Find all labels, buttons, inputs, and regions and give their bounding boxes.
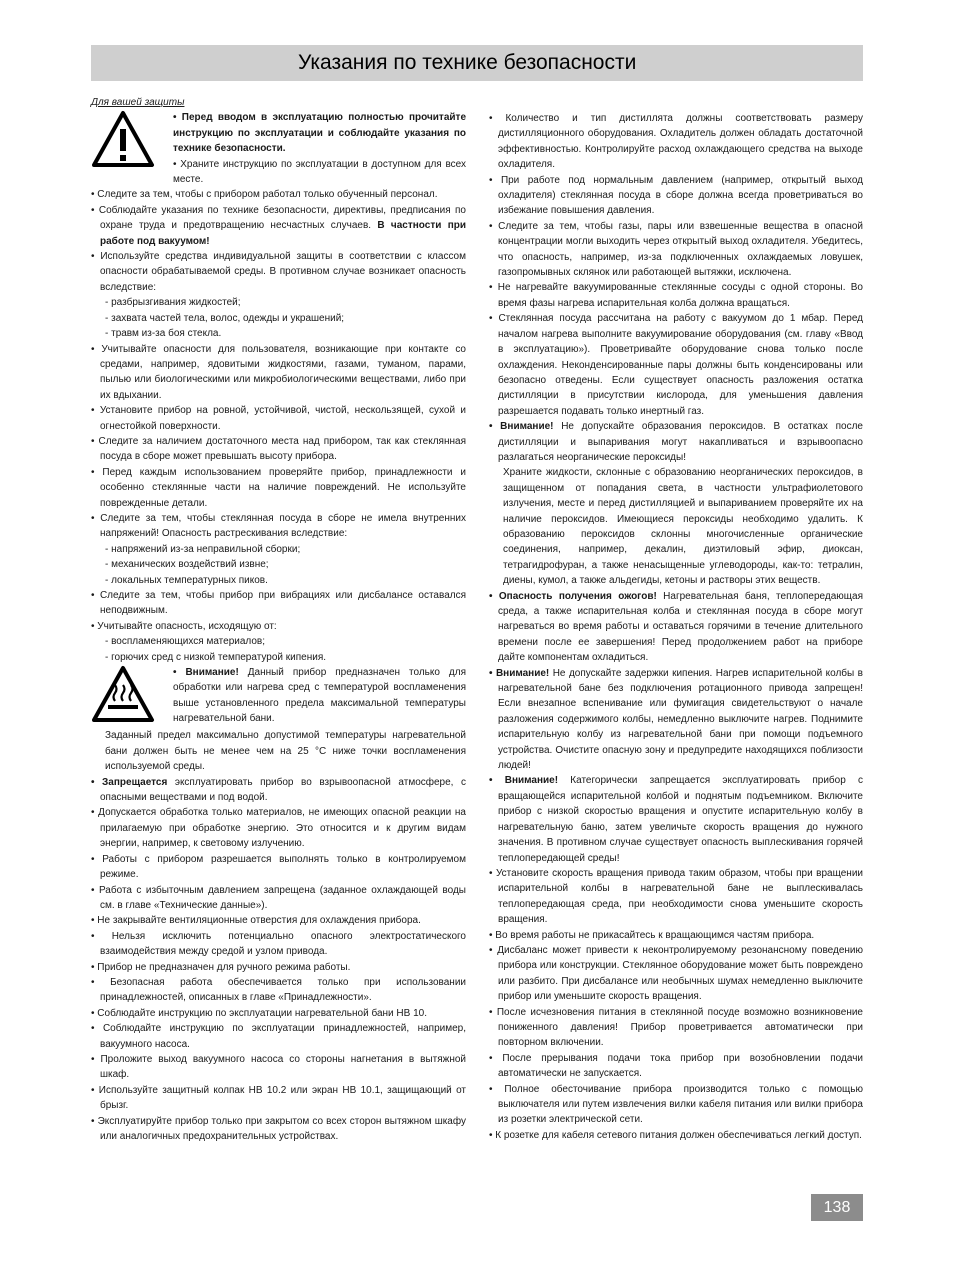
peroxide-details: Храните жидкости, склонные с образованию неорганических пероксидов, в защищенном от попадания света, в частности ультрафиолетового излучения, месте и перед дистилляцией и выпариванием проверяйте их на наличие пероксидов. Имеющиеся пероксиды необходимо удалить. К образованию пероксидов склонны многочисленные органические соединения, например, декалин, диэтиловый эфир, диоксан, тетрагидрофуран, а также ненасыщенные углеводороды, как-то: тетралин, диены, кумол, а также альдегиды, кетоны и растворы этих веществ. <box>503 467 863 587</box>
list-item: • При работе под нормальным давлением (например, открытый выход охладителя) стеклянная посуда в сборе должна всегда проветриваться во избежание повышения давления. <box>489 174 863 217</box>
list-item: • Учитывайте опасности для пользователя, возникающие при контакте со средами, например, ядовитыми жидкостями, газами, туманом, парами, пылью или биологическими или микробиологическими веществами, либо при их вдыхании. <box>91 343 466 401</box>
list-item: • Внимание! Не допускайте задержки кипения. Нагрев испарительной колбы в нагревательной бане без подключения ротационного привода запрещен! Если внезапное вспенивание или фумигация свидетельствуют о начале разложения содержимого колбы, немедленно выключите нагрев. Поднимите испарительную колбу из нагревательной бани при помощи подъемного устройства. Очистите опасную зону и предупредите находящихся поблизости людей! <box>489 667 863 772</box>
list-item: • Прибор не предназначен для ручного режима работы. <box>91 961 351 973</box>
sub-item: - воспламеняющихся материалов; <box>105 636 266 648</box>
list-item: • Не закрывайте вентиляционные отверстия для охлаждения прибора. <box>91 915 421 927</box>
title-bar <box>91 45 863 81</box>
list-item: • Опасность получения ожогов! Нагревательная баня, теплопередающая среда, а также испарительная колба и стеклянная посуда в сборе могут нагреваться во время работы и оставаться горячими в течение длительного времени после ее завершения! Перед продолжением работ на приборе дайте компонентам охладиться. <box>489 590 863 664</box>
list-item: • Используйте средства индивидуальной защиты в соответствии с классом опасности обрабатываемой среды. В противном случае возникает опасность вследствие: <box>91 251 466 293</box>
list-item: • Работа с избыточным давлением запрещена (заданное охлаждающей воды см. в главе «Технические данные»). <box>91 884 466 911</box>
left-column <box>91 95 466 1144</box>
list-item: • Установите скорость вращения привода таким образом, чтобы при вращении испарительной колбы в нагревательной бане не выплескивалась теплопередающая среда, при необходимости снова уменьшите скорость вращения. <box>489 867 863 926</box>
list-item: • Соблюдайте указания по технике безопасности, директивы, предписания по охране труда и предотвращению несчастных случаев. В частности при работе под вакуумом! <box>91 204 466 247</box>
list-item: • Перед каждым использованием проверяйте прибор, принадлежности и особенно стеклянные части на наличие повреждений. Не используйте поврежденные детали. <box>91 466 466 509</box>
sub-item: - механических воздействий извне; <box>105 559 269 571</box>
list-item: • Полное обесточивание прибора производится только с помощью выключателя или путем извлечения вилки кабеля питания или вилки прибора из розетки электрической сети. <box>489 1083 863 1126</box>
list-item: • После прерывания подачи тока прибор при возобновлении подачи автоматически не запускается. <box>489 1052 863 1080</box>
page-number: 138 <box>811 1194 863 1221</box>
list-item: • Используйте защитный колпак HB 10.2 или экран HB 10.1, защищающий от брызг. <box>91 1084 466 1112</box>
list-item: • Проложите выход вакуумного насоса со стороны нагнетания в вытяжной шкаф. <box>91 1053 466 1081</box>
list-item: • Безопасная работа обеспечивается только при использовании принадлежностей, описанных в главе «Принадлежности». <box>91 976 466 1004</box>
warning-continuation: Заданный предел максимально допустимой температуры нагревательной бани должен быть не менее чем на 25 °С ниже точки воспламенения используемой среды. <box>105 730 466 773</box>
list-item: • Допускается обработка только материалов, не имеющих опасной реакции на прилагаемую при обработке энергию. Это относится и к другим видам энергии, например, к световому излучению. <box>91 807 466 850</box>
list-item: • Работы с прибором разрешается выполнять только в контролируемом режиме. <box>91 853 466 881</box>
intro-block <box>91 110 466 187</box>
intro-read-manual: • Перед вводом в эксплуатацию полностью прочитайте инструкцию по эксплуатации и соблюдайте указания по технике безопасности. <box>173 112 466 155</box>
list-item: • Не нагревайте вакуумированные стеклянные сосуды с одной стороны. Во время фазы нагрева испарительная колба должна вращаться. <box>489 282 863 309</box>
warning-triangle-icon <box>91 110 161 173</box>
sub-item: - разбрызгивания жидкостей; <box>105 297 241 309</box>
hot-surface-icon <box>91 665 161 728</box>
list-item: • Во время работы не прикасайтесь к вращающимся частям прибора. <box>489 929 815 941</box>
list-item: • Внимание! Не допускайте образования пероксидов. В остатках после дистилляции и выпаривания могут накапливаться и взрывоопасно разлагаться неорганические пероксиды! <box>489 421 863 463</box>
list-item: • Нельзя исключить потенциально опасного электростатического взаимодействия между средой и узлом привода. <box>91 930 466 958</box>
list-item: • Соблюдайте инструкцию по эксплуатации принадлежностей, например, вакуумного насоса. <box>91 1023 466 1050</box>
sub-item: - горючих сред с низкой температурой кипения. <box>105 651 327 663</box>
sub-item: - напряжений из-за неправильной сборки; <box>105 543 301 555</box>
page-title: Указания по технике безопасности <box>298 51 637 74</box>
sub-item: - травм из-за боя стекла. <box>105 328 222 340</box>
list-item: • Количество и тип дистиллята должны соответствовать размеру дистилляционного оборудования. Охладитель должен обладать достаточной эффективностью. Контролируйте расход охлаждающего средства на выходе охладителя. <box>489 113 863 171</box>
sub-item: - локальных температурных пиков. <box>105 574 268 586</box>
list-item: • К розетке для кабеля сетевого питания должен обеспечиваться легкий доступ. <box>489 1129 862 1141</box>
list-item: • Дисбаланс может привести к неконтролируемому резонансному поведению прибора или конструкции. Стеклянное оборудование может быть повреждено или разбито. При дисбалансе или необычных шумах немедленно выключите прибор или уменьшите скорость вращения. <box>489 944 863 1003</box>
list-item: • Следите за наличием достаточного места над прибором, так как стеклянная посуда в сборе может превышать высоту прибора. <box>91 435 466 463</box>
list-item: • После исчезновения питания в стеклянной посуде возможно возникновение пониженного давления! Прибор проветривается автоматически при повторном включении. <box>489 1006 863 1049</box>
list-item: • Запрещается эксплуатировать прибор во взрывоопасной атмосфере, с опасными веществами и под водой. <box>91 776 466 804</box>
list-item: • Соблюдайте инструкцию по эксплуатации нагревательной бани HB 10. <box>91 1007 427 1019</box>
list-item: • Учитывайте опасность, исходящую от: <box>91 620 277 632</box>
sub-item: - захвата частей тела, волос, одежды и украшений; <box>105 312 345 324</box>
list-item: • Следите за тем, чтобы стеклянная посуда в сборе не имела внутренних напряжений! Опасность растрескивания вследствие: <box>91 512 466 540</box>
list-item: • Следите за тем, чтобы прибор при вибрациях или дисбалансе оставался неподвижным. <box>91 590 466 617</box>
section-subhead: Для вашей защиты <box>91 97 185 108</box>
list-item: • Следите за тем, чтобы газы, пары или взвешенные вещества в опасной концентрации могли выходить через открытый выход охладителя. Убедитесь, что опасность, например, из-за подключенных охлаждаемых ловушек, газопромывных склянок или работающей вытяжки, исключена. <box>489 220 863 279</box>
list-item: • Внимание! Категорически запрещается эксплуатировать прибор с вращающейся испарительной колбой и поднятым подъемником. Включите прибор с низкой скоростью вращения и опустите испарительную колбу в нагревательную баню, затем увеличьте скорость вращения до нужного значения. В противном случае существует опасность выплескивания горячей теплопередающей среды! <box>489 775 863 864</box>
list-item: • Установите прибор на ровной, устойчивой, чистой, нескользящей, сухой и огнестойкой поверхности. <box>91 405 466 432</box>
warning-text: • Внимание! Данный прибор предназначен только для обработки или нагрева сред с температурой воспламенения выше установленного предела максимальной температуры нагревательной бани. <box>173 667 466 725</box>
list-item: • Следите за тем, чтобы с прибором работал только обученный персонал. <box>91 189 438 201</box>
intro-keep-manual: • Храните инструкцию по эксплуатации в доступном для всех месте. <box>173 158 466 186</box>
hot-surface-block <box>91 665 466 728</box>
list-item: • Стеклянная посуда рассчитана на работу с вакуумом до 1 мбар. Перед началом нагрева выполните вакуумирование оборудования (см. главу «Ввод в эксплуатацию»). Проветривайте оборудование снова только после охлаждения. Неконденсированные пары должны быть конденсированы или безопасно отведены. Если существует опасность разложения остатка дистилляции в присутствии кислорода, для уменьшения давления разрешается подавать только инертный газ. <box>489 313 863 417</box>
right-column <box>489 111 863 1143</box>
list-item: • Эксплуатируйте прибор только при закрытом со всех сторон вытяжном шкафу или аналогичных предохранительных устройствах. <box>91 1115 466 1142</box>
